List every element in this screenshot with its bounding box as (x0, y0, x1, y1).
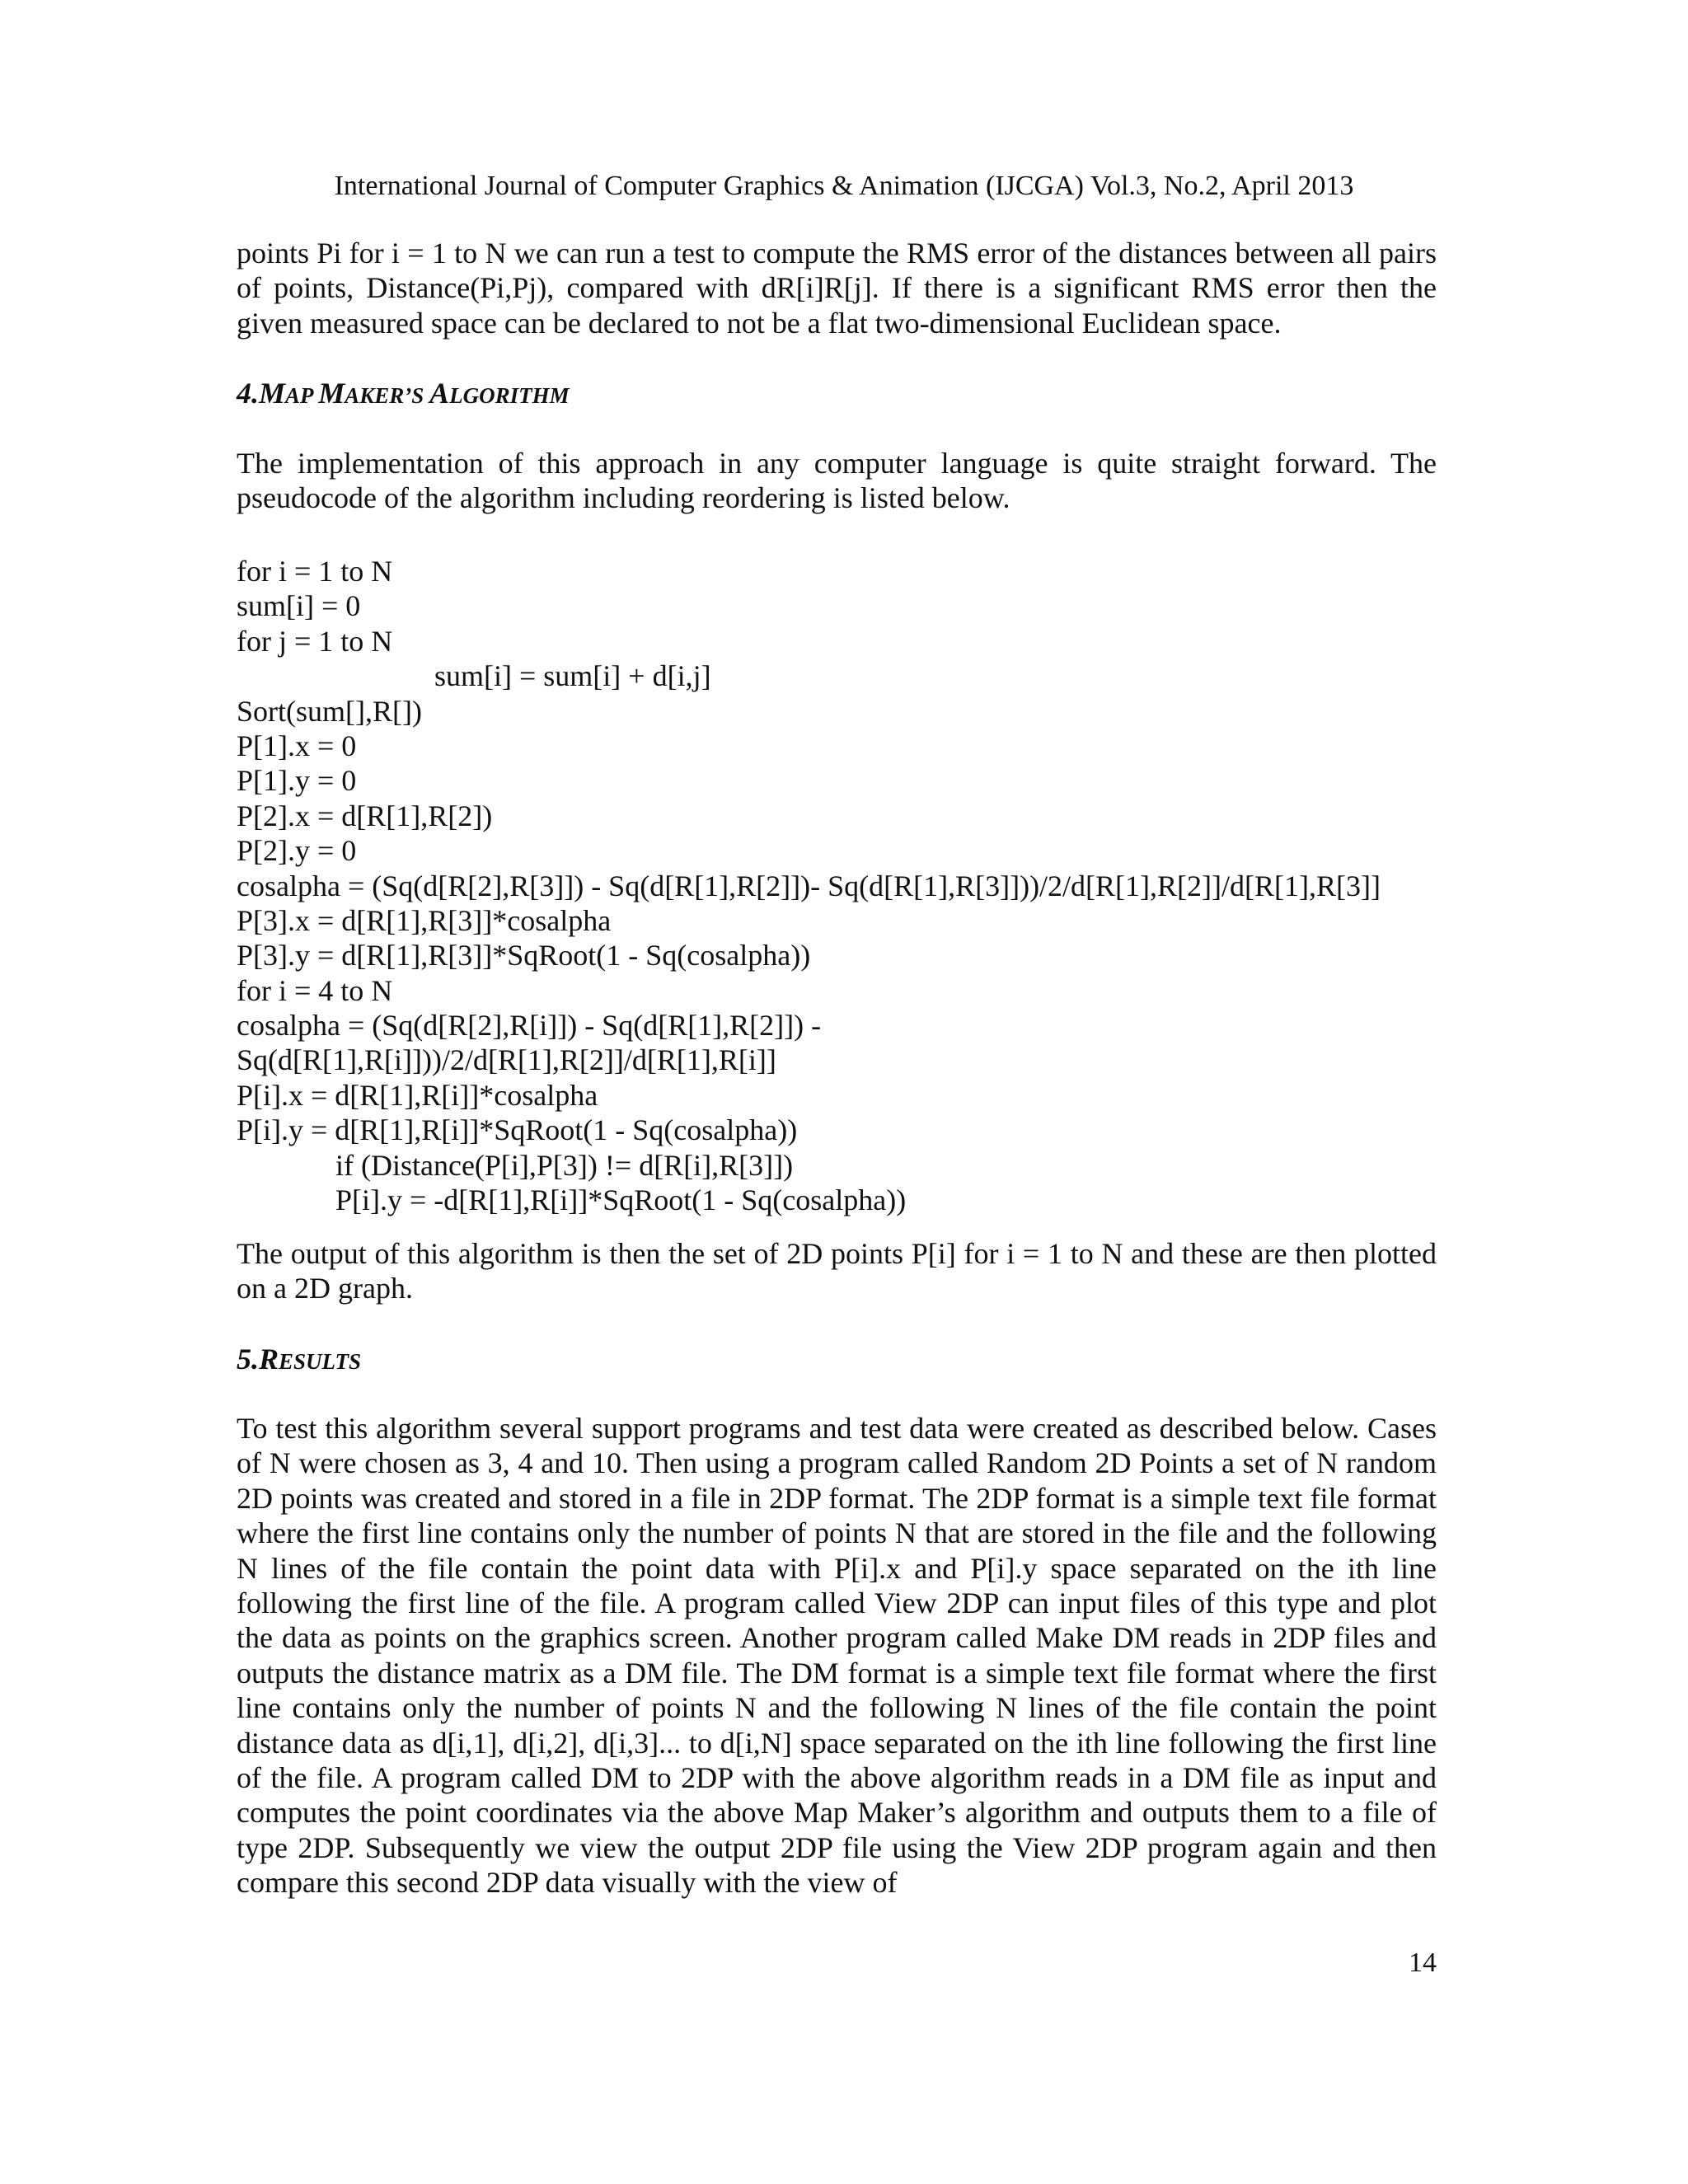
pseudocode-line: P[3].x = d[R[1],R[3]]*cosalpha (237, 903, 612, 937)
section-4-heading: 4.MAP MAKER’S ALGORITHM (237, 377, 570, 410)
pseudocode-line: sum[i] = 0 (237, 589, 361, 623)
pseudocode-line: sum[i] = sum[i] + d[i,j] (434, 659, 711, 693)
intro-paragraph: points Pi for i = 1 to N we can run a test to compute the RMS error of the distances between all pairs of points, Distance(Pi,Pj), compared with dR[i]R[j]. If there is a significant RMS error then the given measured space can be declared to not be a flat two-dimensional Euclidean space. (237, 237, 1437, 340)
pseudocode-line: P[i].x = d[R[1],R[i]]*cosalpha (237, 1078, 598, 1112)
pseudocode-line: for j = 1 to N (237, 624, 393, 658)
pseudocode-line: Sq(d[R[1],R[i]]))/2/d[R[1],R[2]]/d[R[1],R[i]] (237, 1043, 776, 1077)
running-header: International Journal of Computer Graphics & Animation (IJCGA) Vol.3, No.2, April 2013 (334, 171, 1354, 201)
pseudocode-line: P[i].y = d[R[1],R[i]]*SqRoot(1 - Sq(cosalpha)) (237, 1113, 798, 1147)
pseudocode-line: cosalpha = (Sq(d[R[2],R[i]]) - Sq(d[R[1],R[2]]) - (237, 1009, 822, 1043)
pseudocode-line: cosalpha = (Sq(d[R[2],R[3]]) - Sq(d[R[1],R[2]])- Sq(d[R[1],R[3]]))/2/d[R[1],R[2]]/d[R[1],R[3]] (237, 869, 1381, 902)
pseudocode-line: for i = 1 to N (237, 555, 393, 588)
pseudocode-line: P[i].y = -d[R[1],R[i]]*SqRoot(1 - Sq(cosalpha)) (335, 1183, 907, 1217)
output-paragraph: The output of this algorithm is then the set of 2D points P[i] for i = 1 to N and these are then plotted on a 2D graph. (237, 1237, 1437, 1305)
section-4-number: 4. (237, 377, 259, 410)
section-5-heading: 5.RESULTS (237, 1343, 362, 1376)
pseudocode-line: P[2].x = d[R[1],R[2]) (237, 799, 493, 832)
pseudocode-line: P[1].y = 0 (237, 764, 357, 798)
pseudocode-line: P[2].y = 0 (237, 834, 357, 868)
page-number: 14 (1409, 1947, 1437, 1978)
pseudocode-block (237, 554, 1456, 1217)
pseudocode-line: Sort(sum[],R[]) (237, 694, 422, 728)
pseudocode-line: if (Distance(P[i],P[3]) != d[R[i],R[3]]) (335, 1148, 794, 1182)
section-5-number: 5. (237, 1343, 259, 1376)
pseudocode-line: P[1].x = 0 (237, 729, 357, 762)
pseudocode-line: for i = 4 to N (237, 973, 393, 1007)
section-4-paragraph: The implementation of this approach in any computer language is quite straight forward. The pseudocode of the algorithm including reordering is listed below. (237, 447, 1437, 515)
pseudocode-line: P[3].y = d[R[1],R[3]]*SqRoot(1 - Sq(cosalpha)) (237, 939, 811, 972)
section-5-paragraph: To test this algorithm several support programs and test data were created as described below. Cases of N were chosen as 3, 4 and 10. Then using a program called Random 2D Points a set of N random 2D points was created and stored in a file in 2DP format. The 2DP format is a simple text file format where the first line contains only the number of points N that are stored in the file and the following N lines of the file contain the point data with P[i].x and P[i].y space separated on the ith line following the first line of the file. A program called View 2DP can input files of this type and plot the data as points on the graphics screen. Another program called Make DM reads in 2DP files and outputs the distance matrix as a DM file. The DM format is a simple text file format where the first line contains only the number of points N and the following N lines of the file contain the point distance data as d[i,1], d[i,2], d[i,3]... to d[i,N] space separated on the ith line following the first line of the file. A program called DM to 2DP with the above algorithm reads in a DM file as input and computes the point coordinates via the above Map Maker’s algorithm and outputs them to a file of type 2DP. Subsequently we view the output 2DP file using the View 2DP program again and then compare this second 2DP data visually with the view of (237, 1412, 1437, 1900)
